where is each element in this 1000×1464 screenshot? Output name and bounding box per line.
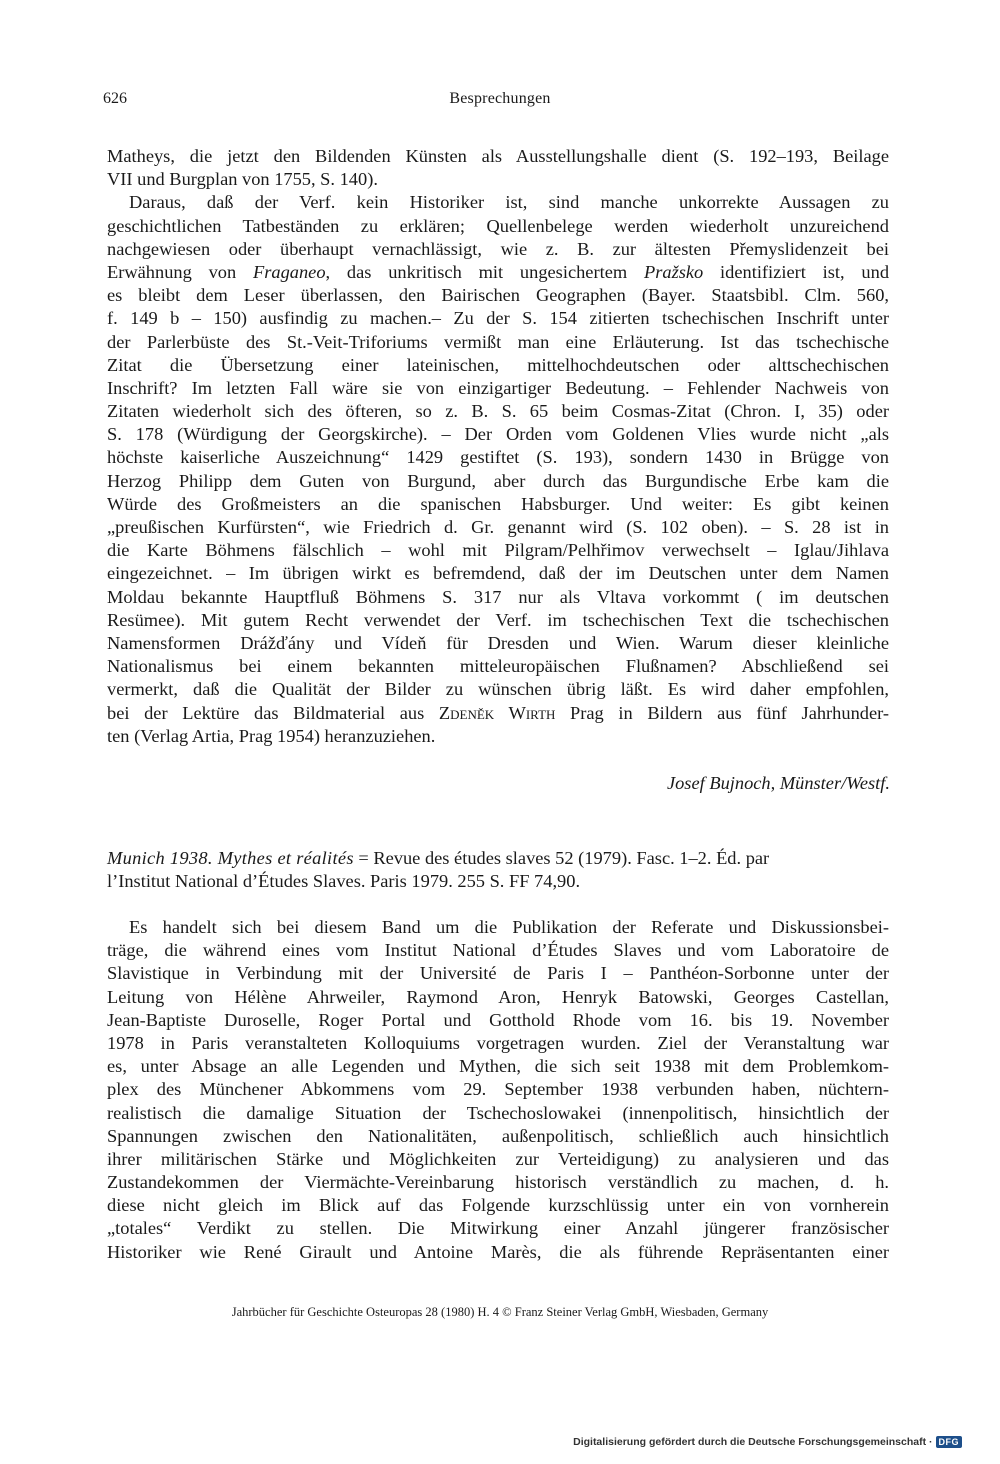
text-line: bei der Lektüre das Bildmaterial aus Zdeněk Wirth Prag in Bildern aus fünf Jahrhunder- (107, 702, 889, 723)
review2-body (107, 916, 889, 1264)
citation-line: Munich 1938. Mythes et réalités = Revue des études slaves 52 (1979). Fasc. 1–2. Éd. par (107, 848, 770, 868)
text-line: Resümee). Mit gutem Recht verwendet der Verf. im tschechischen Text die tschechischen (107, 609, 889, 630)
dfg-logo-icon: DFG (936, 1436, 963, 1448)
text-line: „totales“ Verdikt zu stellen. Die Mitwirkung einer Anzahl jüngerer französischer (107, 1218, 889, 1239)
text-line: die Karte Böhmens fälschlich – wohl mit Pilgram/Pelhřimov verwechselt – Iglau/Jihlava (107, 540, 889, 561)
digitization-credit (573, 1436, 962, 1448)
text-line: Slavistique in Verbindung mit der Université de Paris I – Panthéon-Sorbonne unter der (107, 963, 889, 984)
text-line: Inschrift? Im letzten Fall wäre sie von einzigartiger Bedeutung. – Fehlender Nachweis von (107, 377, 889, 398)
text-line: Historiker wie René Girault und Antoine Marès, die als führende Repräsentanten einer (107, 1241, 889, 1262)
text-line: Spannungen zwischen den Nationalitäten, außenpolitisch, schließlich auch hinsichtlich (107, 1125, 889, 1146)
text-line: Zitat die Übersetzung einer lateinischen, mittelhochdeutschen oder alttschechischen (107, 354, 889, 375)
text-line: der Parlerbüste des St.-Veit-Triforiums vermißt man eine Erläuterung. Ist das tschechische (107, 331, 889, 352)
journal-footer: Jahrbücher für Geschichte Osteuropas 28 (1980) H. 4 © Franz Steiner Verlag GmbH, Wiesbaden, Germany (231, 1305, 769, 1319)
book-title: Munich 1938. Mythes et réalités (107, 848, 354, 868)
text-line: Matheys, die jetzt den Bildenden Künsten als Ausstellungshalle dient (S. 192–193, Beilage (107, 146, 889, 166)
author-name-wirth: Zdeněk Wirth (438, 702, 556, 723)
text-line: Namensformen Drážďány und Vídeň für Dresden und Wien. Warum dieser kleinliche (107, 632, 889, 653)
text-line: vermerkt, daß die Qualität der Bilder zu wünschen übrig läßt. Es wird daher empfohlen, (107, 679, 889, 700)
text-line: Herzog Philipp dem Guten von Burgund, aber durch das Burgundische Erbe kam die (107, 470, 889, 491)
text-line: Zitaten wiederholt sich des öfteren, so z. B. S. 65 beim Cosmas-Zitat (Chron. I, 35) oder (107, 401, 889, 422)
reviewer-signature: Josef Bujnoch, Münster/Westf. (666, 773, 890, 793)
review1-body (107, 145, 889, 748)
text-line: Leitung von Hélène Ahrweiler, Raymond Aron, Henryk Batowski, Georges Castellan, (107, 986, 889, 1007)
text-line: eingezeichnet. – Im übrigen wirkt es befremdend, daß der im Deutschen unter dem Namen (107, 563, 889, 584)
text-line: Moldau bekannte Hauptfluß Böhmens S. 317 nur als Vltava vorkommt ( im deutschen (107, 586, 889, 607)
text-line: Daraus, daß der Verf. kein Historiker ist, sind manche unkorrekte Aussagen zu (129, 192, 889, 213)
text-line: höchste kaiserliche Auszeichnung“ 1429 gestiftet (S. 193), sondern 1430 in Brügge von (107, 447, 889, 468)
credit-text: Digitalisierung gefördert durch die Deutsche Forschungsgemeinschaft · (573, 1436, 933, 1448)
text-line: Nationalismus bei einem bekannten mitteleuropäischen Flußnamen? Abschließend sei (107, 656, 889, 677)
text-line: 1978 in Paris veranstalteten Kolloquiums vorgetragen wurden. Ziel der Veranstaltung war (107, 1032, 889, 1053)
text-line: f. 149 b – 150) ausfindig zu machen.– Zu der S. 154 zitierten tschechischen Inschrift unter (107, 308, 889, 329)
running-head: Besprechungen (449, 90, 551, 107)
page-number: 626 (103, 90, 127, 107)
text-line: plex des Münchener Abkommens vom 29. September 1938 verbunden haben, nüchtern- (107, 1079, 889, 1100)
text-line: Jean-Baptiste Duroselle, Roger Portal und Gotthold Rhode vom 16. bis 19. November (107, 1009, 889, 1030)
text-line: Würde des Großmeisters an die spanischen Habsburger. Und weiter: Es gibt keinen (107, 493, 889, 514)
text-line: „preußischen Kurfürsten“, wie Friedrich d. Gr. genannt wird (S. 102 oben). – S. 28 ist in (107, 517, 889, 537)
text-line: es, unter Absage an alle Legenden und Mythen, die sich seit 1938 mit dem Problemkom- (107, 1056, 889, 1077)
text-line: ihrer militärischen Stärke und Möglichkeiten zur Verteidigung) zu analysieren und das (107, 1148, 889, 1169)
citation-line: l’Institut National d’Études Slaves. Paris 1979. 255 S. FF 74,90. (107, 871, 581, 892)
review2-citation (107, 847, 889, 893)
term-fraganeo: Fraganeo (252, 261, 326, 282)
text-line: S. 178 (Würdigung der Georgskirche). – Der Orden vom Goldenen Vlies wurde nicht „als (107, 424, 889, 445)
text-line: Erwähnung von Fraganeo, das unkritisch mit ungesichertem Pražsko identifiziert ist, und (107, 261, 889, 282)
text-line: Zustandekommen der Viermächte-Vereinbarung historisch verständlich zu machen, d. h. (107, 1172, 889, 1193)
text-line: VII und Burgplan von 1755, S. 140). (107, 169, 378, 190)
text-line: Es handelt sich bei diesem Band um die Publikation der Referate und Diskussionsbei- (129, 917, 889, 937)
text-line: träge, die während eines vom Institut National d’Études Slaves und vom Laboratoire de (107, 940, 889, 961)
text-line: nachgewiesen oder überhaupt vernachlässigt, wie z. B. zur ältesten Přemyslidenzeit bei (107, 238, 889, 259)
term-prazsko: Pražsko (643, 261, 704, 282)
text-line: geschichtlichen Tatbeständen zu erklären; Quellenbelege werden wiederholt unzureichend (107, 215, 889, 236)
text-line: ten (Verlag Artia, Prag 1954) heranzuziehen. (107, 725, 436, 746)
text-line: diese nicht gleich im Blick auf das Folgende kurzschlüssig unter ein von vornherein (107, 1195, 889, 1216)
text-line: es bleibt dem Leser überlassen, den Bairischen Geographen (Bayer. Staatsbibl. Clm. 560, (107, 285, 889, 306)
text-line: realistisch die damalige Situation der Tschechoslowakei (innenpolitisch, hinsichtlich der (107, 1102, 889, 1123)
